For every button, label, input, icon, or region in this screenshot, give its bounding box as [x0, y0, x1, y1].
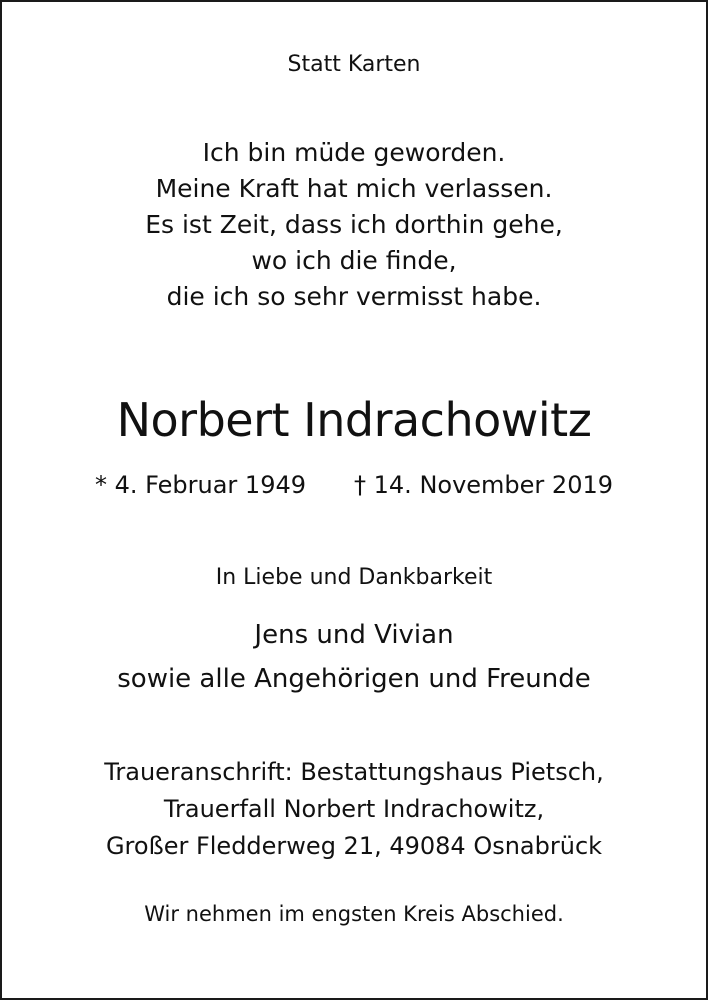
- poem-line: Es ist Zeit, dass ich dorthin gehe,: [145, 210, 563, 239]
- life-dates: [2, 468, 706, 502]
- mourning-intro: In Liebe und Dankbarkeit: [215, 565, 493, 590]
- address-line: Großer Fledderweg 21, 49084 Osnabrück: [105, 832, 603, 860]
- address-line: Trauerfall Norbert Indrachowitz,: [163, 795, 545, 823]
- poem-line: wo ich die finde,: [251, 246, 457, 275]
- mourning-address: [2, 754, 706, 865]
- notice-header: Statt Karten: [287, 52, 421, 77]
- poem-line: Ich bin müde geworden.: [202, 138, 506, 167]
- death-date: † 14. November 2019: [354, 471, 613, 499]
- poem-line: Meine Kraft hat mich verlassen.: [155, 174, 553, 203]
- mourners: [2, 613, 706, 701]
- poem-line: die ich so sehr vermisst habe.: [166, 282, 542, 311]
- mourner-line: Jens und Vivian: [254, 620, 454, 650]
- address-line: Traueranschrift: Bestattungshaus Pietsch,: [104, 758, 604, 786]
- deceased-name: Norbert Indrachowitz: [116, 393, 592, 447]
- poem: [2, 135, 706, 315]
- farewell-note: Wir nehmen im engsten Kreis Abschied.: [144, 902, 564, 926]
- mourner-line: sowie alle Angehörigen und Freunde: [117, 664, 591, 694]
- birth-date: * 4. Februar 1949: [95, 471, 307, 499]
